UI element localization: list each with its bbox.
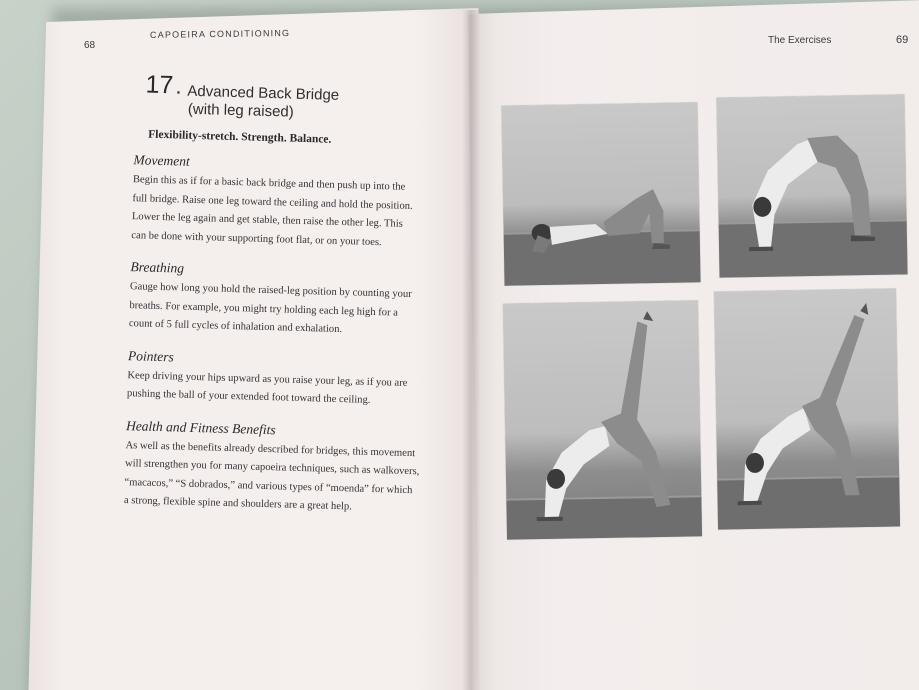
- text-line: pushing the ball of your extended foot toward the ceiling.: [126, 388, 371, 406]
- text-line: a strong, flexible spine and shoulders are a great help.: [123, 495, 353, 513]
- text-line: count of 5 full cycles of inhalation and exhalation.: [128, 318, 343, 336]
- figure-leg-raised-icon: [714, 288, 900, 529]
- bullet-dot-icon: •: [176, 85, 181, 100]
- text-line: can be done with your supporting foot flat, or on your toes.: [131, 229, 382, 248]
- text-line: Begin this as if for a basic back bridge and then push up into the: [132, 174, 406, 193]
- text-line: will strengthen you for many capoeira techniques, such as walkovers,: [124, 458, 420, 478]
- photo-full-bridge: [716, 94, 907, 277]
- text-line: Keep driving your hips upward as you raise your leg, as if you are: [127, 369, 408, 389]
- left-running-head: CAPOEIRA CONDITIONING: [149, 28, 291, 40]
- photo-leg-raised-left: [503, 300, 702, 539]
- heading-breathing: Breathing: [130, 259, 185, 276]
- photo-starting-position: [501, 102, 700, 285]
- text-line: As well as the benefits already described for bridges, this movement: [125, 439, 416, 459]
- text-line: Lower the leg again and get stable, then raise the other leg. This: [131, 211, 403, 230]
- right-page-number: 69: [896, 34, 909, 46]
- left-page-number: 68: [84, 40, 96, 51]
- right-running-head: The Exercises: [768, 35, 832, 46]
- text-line: Gauge how long you hold the raised-leg position by counting your: [129, 281, 412, 301]
- title-line-2: (with leg raised): [187, 100, 295, 121]
- exercise-subtitle: Flexibility-stretch. Strength. Balance.: [148, 128, 332, 146]
- text-line: breaths. For example, you might try holding each leg high for a: [129, 299, 399, 319]
- figure-bridge-icon: [716, 94, 907, 277]
- text-line: full bridge. Raise one leg toward the ceiling and hold the position.: [132, 192, 413, 212]
- text-line: “macacos,” “S dobrados,” and various types of “moenda” for which: [124, 476, 413, 496]
- heading-health-benefits: Health and Fitness Benefits: [125, 417, 276, 437]
- figure-leg-raised-icon: [503, 300, 702, 539]
- heading-pointers: Pointers: [127, 347, 174, 364]
- figure-lying-icon: [501, 102, 700, 285]
- heading-movement: Movement: [133, 152, 190, 169]
- title-line-1: Advanced Back Bridge: [187, 82, 340, 104]
- photo-leg-raised-right: [714, 288, 900, 529]
- exercise-number: 17: [145, 70, 174, 100]
